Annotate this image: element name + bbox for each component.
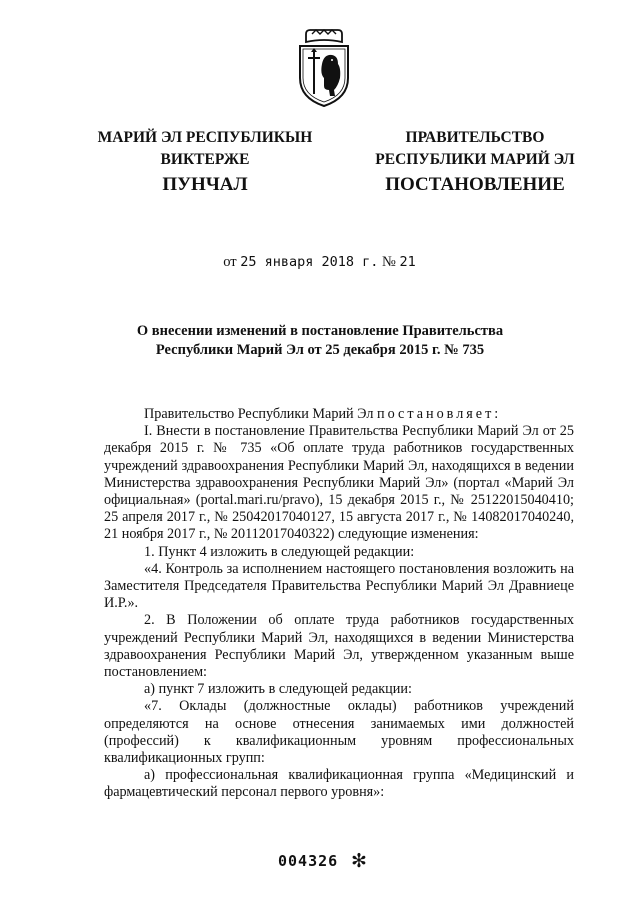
serial-number: 004326	[278, 852, 339, 870]
header-left-line1: МАРИЙ ЭЛ РЕСПУБЛИКЫН	[97, 129, 313, 146]
paragraph-5: а) пункт 7 изложить в следующей редакции:	[144, 681, 412, 698]
header-right-line1: ПРАВИТЕЛЬСТВО	[405, 129, 545, 146]
paragraph-6: «7. Оклады (должностные оклады) работников учреждений определяются на основе отнесения занимаемых ими должностей (профессий) к квалификационным уровням профессиональных квалификационных групп:	[104, 698, 574, 767]
paragraph-2: 1. Пункт 4 изложить в следующей редакции:	[144, 543, 415, 560]
document-title	[110, 322, 530, 360]
document-type-russian: ПОСТАНОВЛЕНИЕ	[385, 174, 565, 195]
document-type-mari: ПУНЧАЛ	[162, 174, 248, 195]
header-russian-block	[355, 127, 595, 171]
number-label: №	[382, 254, 396, 270]
date-prefix: от	[223, 254, 237, 270]
date-number-line	[0, 254, 639, 271]
title-line1: О внесении изменений в постановление Правительства	[136, 323, 504, 339]
asterisk-mark-icon: ✻	[351, 851, 367, 872]
paragraph-4: 2. В Положении об оплате труда работников государственных учреждений Республики Марий Эл, находящихся в ведении Министерства здравоохранения Республики Марий Эл, утвержденном указанным выше постановлением:	[104, 612, 574, 681]
paragraph-7: а) профессиональная квалификационная группа «Медицинский и фармацевтический персонал первого уровня»:	[104, 767, 574, 801]
document-body	[104, 406, 574, 802]
coat-of-arms-emblem	[294, 28, 354, 108]
document-date: 25 января 2018 г.	[240, 254, 379, 270]
header-right-line2: РЕСПУБЛИКИ МАРИЙ ЭЛ	[375, 151, 575, 168]
header-mari-block	[90, 127, 320, 171]
document-number: 21	[399, 254, 416, 270]
paragraph-1: I. Внести в постановление Правительства Республики Марий Эл от 25 декабря 2015 г. № 735 «Об оплате труда работников государственных учреждений здравоохранения Республики Марий Эл, находящихся в ведении Министерства здравоохранения Республики Марий Эл» (портал «Марий Эл официальная» (portal.mari.ru/pravo), 15 декабря 2015 г., № 25122015040410; 25 апреля 2017 г., № 25042017040127, 15 августа 2017 г., № 14082017040240, 21 ноября 2017 г., № 20112017040322) следующие изменения:	[104, 423, 574, 543]
intro-spaced-verb: постановляет:	[376, 406, 502, 422]
title-line2: Республики Марий Эл от 25 декабря 2015 г. № 735	[155, 342, 485, 358]
intro-text: Правительство Республики Марий Эл	[144, 406, 374, 422]
intro-paragraph	[104, 406, 574, 423]
paragraph-3: «4. Контроль за исполнением настоящего постановления возложить на Заместителя Председателя Правительства Республики Марий Эл Дравниеце И.Р.».	[104, 560, 574, 612]
header-left-line2: ВИКТЕРЖЕ	[160, 151, 250, 168]
